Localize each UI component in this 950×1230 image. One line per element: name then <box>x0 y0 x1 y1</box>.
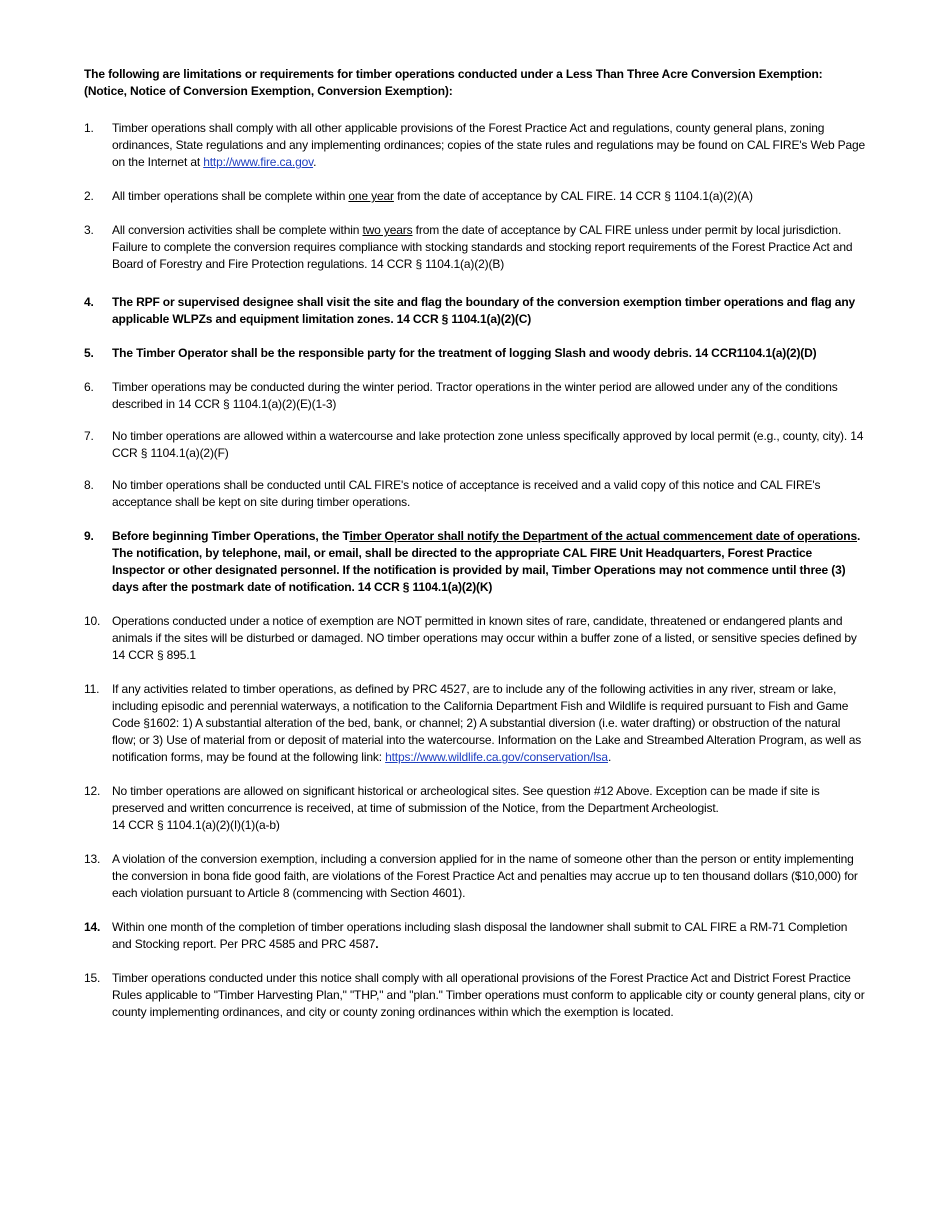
item-text: All conversion activities shall be complete within <box>112 223 363 237</box>
wildlife-lsa-link[interactable]: https://www.wildlife.ca.gov/conservation/lsa <box>385 750 608 764</box>
item-text: A violation of the conversion exemption, including a conversion applied for in the name of someone other than the person or entity implementing the conversion in bona fide good faith, are violations of the Forest Practice Act and penalties may accrue up to ten thousand dollars ($10,000) for each violation pursuant to Article 8 (commencing with Section 4601). <box>112 852 858 900</box>
list-item-6 <box>84 379 866 413</box>
item-number: 3. <box>84 223 94 237</box>
fire-website-link[interactable]: http://www.fire.ca.gov <box>203 155 314 169</box>
item-number: 9. <box>84 529 94 543</box>
list-item-14 <box>84 919 866 953</box>
item-text: All timber operations shall be complete within <box>112 189 349 203</box>
item-number: 11. <box>84 682 100 696</box>
list-item-3 <box>84 222 866 273</box>
item-text: No timber operations shall be conducted until CAL FIRE's notice of acceptance is received and a valid copy of this notice and CAL FIRE's acceptance shall be kept on site during timber operations. <box>112 478 821 509</box>
item-number: 1. <box>84 121 94 135</box>
item-number: 2. <box>84 189 94 203</box>
list-item-7 <box>84 428 866 462</box>
item-text: If any activities related to timber operations, as defined by PRC 4527, are to include any of the following activities in any river, stream or lake, including episodic and perennial waterways, a notification to the California Department Fish and Wildlife is required pursuant to Fish and Game Code §1602: 1) A substantial alteration of the bed, bank, or channel; 2) A substantial diversion (i.e. water drafting) or obstruction of the natural flow; or 3) Use of material from or deposit of material into the watercourse. Information on the Lake and Streambed Alteration Program, as well as notification forms, may be found at the following link: <box>112 682 862 764</box>
list-item-2 <box>84 188 866 205</box>
item-text: No timber operations are allowed within a watercourse and lake protection zone unless specifically approved by local permit (e.g., county, city). 14 CCR § 1104.1(a)(2)(F) <box>112 429 864 460</box>
item-number: 10. <box>84 614 101 628</box>
list-item-1 <box>84 120 866 171</box>
list-item-11 <box>84 681 866 766</box>
item-underlined-text: two years <box>362 223 413 237</box>
item-number: 6. <box>84 380 94 394</box>
list-item-10 <box>84 613 866 664</box>
list-item-8 <box>84 477 866 511</box>
list-item-12 <box>84 783 866 834</box>
item-number: 15. <box>84 971 101 985</box>
item-text: Timber operations conducted under this notice shall comply with all operational provisions of the Forest Practice Act and District Forest Practice Rules applicable to "Timber Harvesting Plan," "THP," and "plan." Timber operations must conform to applicable city or county general plans, city or county implementing ordinances, and city or county zoning ordinances within which the exemption is located. <box>112 971 865 1019</box>
item-number: 12. <box>84 784 101 798</box>
intro-heading: The following are limitations or requirements for timber operations conducted under a Less Than Three Acre Conversion Exemption: (Notice, Notice of Conversion Exemption, Conversion Exemption): <box>84 67 823 98</box>
item-number: 7. <box>84 429 94 443</box>
document-page <box>84 66 866 1021</box>
item-text: Within one month of the completion of timber operations including slash disposal the landowner shall submit to CAL FIRE a RM-71 Completion and Stocking report. Per PRC 4585 and PRC 4587 <box>112 920 848 951</box>
item-text: The Timber Operator shall be the responsible party for the treatment of logging Slash and woody debris. 14 CCR1104.1(a)(2)(D) <box>112 346 817 360</box>
item-text-end: . <box>313 155 317 169</box>
item-number: 13. <box>84 852 101 866</box>
item-citation: 14 CCR § 1104.1(a)(2)(I)(1)(a-b) <box>112 818 280 832</box>
item-number: 4. <box>84 295 94 309</box>
list-item-15 <box>84 970 866 1021</box>
item-text-end: . <box>607 750 612 764</box>
item-text-end: from the date of acceptance by CAL FIRE unless under permit by local jurisdiction. Failure to complete the conversion requires compliance with stocking standards and stocking report requirements of the Forest Practice Act and Board of Forestry and Fire Protection regulations. 14 CCR § 1104.1(a)(2)(B) <box>112 223 853 271</box>
item-text-end: . The notification, by telephone, mail, or email, shall be directed to the appropriate CAL FIRE Unit Headquarters, Forest Practice Inspector or other designated personnel. If the notification is provided by mail, Timber Operations may not commence until three (3) days after the postmark date of notification. 14 CCR § 1104.1(a)(2)(K) <box>112 529 861 594</box>
item-text-end: from the date of acceptance by CAL FIRE. 14 CCR § 1104.1(a)(2)(A) <box>393 189 753 203</box>
item-text: Timber operations may be conducted during the winter period. Tractor operations in the winter period are allowed under any of the conditions described in 14 CCR § 1104.1(a)(2)(E)(1-3) <box>112 380 838 411</box>
item-number: 8. <box>84 478 94 492</box>
item-number: 14. <box>84 920 101 934</box>
list-item-9 <box>84 528 866 596</box>
list-item-5 <box>84 345 866 362</box>
item-text: Before beginning Timber Operations, the T <box>112 529 350 543</box>
item-text: No timber operations are allowed on significant historical or archeological sites. See question #12 Above. Exception can be made if site is preserved and written concurrence is received, at time of submission of the Notice, from the Department Archeologist. <box>112 784 820 815</box>
item-text: The RPF or supervised designee shall visit the site and flag the boundary of the conversion exemption timber operations and flag any applicable WLPZs and equipment limitation zones. 14 CCR § 1104.1(a)(2)(C) <box>112 295 856 326</box>
item-text: Timber operations shall comply with all other applicable provisions of the Forest Practice Act and regulations, county general plans, zoning ordinances, State regulations and any implementing ordinances; copies of the state rules and regulations may be found on CAL FIRE's Web Page on the Internet at <box>112 121 866 169</box>
item-underlined-text: imber Operator shall notify the Department of the actual commencement date of operations <box>349 529 858 543</box>
item-text: Operations conducted under a notice of exemption are NOT permitted in known sites of rare, candidate, threatened or endangered plants and animals if the sites will be disturbed or damaged. NO timber operations may occur within a buffer zone of a listed, or sensitive species defined by 14 CCR § 895.1 <box>112 614 857 662</box>
item-underlined-text: one year <box>348 189 394 203</box>
item-number: 5. <box>84 346 94 360</box>
list-item-13 <box>84 851 866 902</box>
item-text-end: . <box>375 937 379 951</box>
list-item-4 <box>84 294 866 328</box>
